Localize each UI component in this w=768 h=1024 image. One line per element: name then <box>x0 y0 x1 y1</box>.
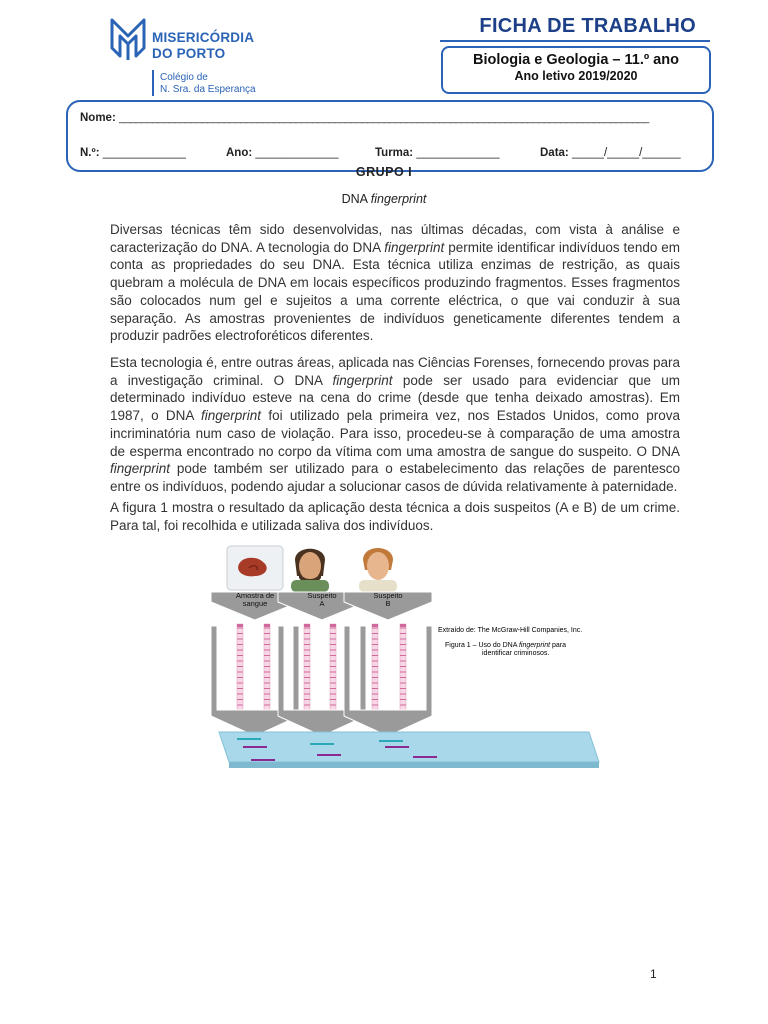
gel-band <box>237 738 261 740</box>
turma-label: Turma: <box>375 147 414 159</box>
text-run: fingerprint <box>200 408 262 424</box>
figure-source: Extraído de: The McGraw-Hill Companies, Inc. <box>438 627 583 634</box>
school-year: Ano letivo 2019/2020 <box>514 69 638 83</box>
data-blank: _____/_____/______ <box>571 147 681 159</box>
dna-strand <box>372 624 378 716</box>
gel-band <box>243 746 267 748</box>
gel-band <box>317 754 341 756</box>
paragraph-3 <box>110 499 680 534</box>
strand-cap <box>372 624 378 627</box>
figure-caption: Figura 1 – Uso do DNA fingerprint para <box>445 642 567 649</box>
numero-label: N.º: <box>80 147 100 159</box>
blood-sample-bag <box>227 546 283 590</box>
text-run: fingerprint <box>332 372 393 388</box>
suspect-b-portrait <box>359 548 397 592</box>
sample-label: sangue <box>242 599 268 608</box>
dna-strand <box>264 624 270 716</box>
strand-cap <box>237 624 243 627</box>
document-title <box>0 192 768 206</box>
strand-cap <box>264 624 270 627</box>
title-underline <box>440 40 710 42</box>
numero-blank: _____________ <box>102 147 186 159</box>
turma-field[interactable] <box>375 147 499 159</box>
electrophoresis-gel <box>219 732 599 768</box>
nome-label: Nome: <box>80 112 116 124</box>
nome-field[interactable] <box>80 112 649 124</box>
gel-band <box>385 746 409 748</box>
sample-label: Suspeito <box>373 591 403 600</box>
sample-label: Suspeito <box>307 591 337 600</box>
text-run: permite identificar indivíduos tendo em conta as propriedades do seu DNA. Esta técnica utiliza enzimas de restrição, as quais quebram a molécula de DNA em locais específicos produzindo fragmentos. Esses fragmentos são colocados num gel e sujeitos a uma corrente eléctrica, o que vai conduzir à sua separação. As amostras provenientes de indivíduos geneticamente diferentes tendem a produzir padrões electroforéticos diferentes. <box>110 239 681 344</box>
worksheet-title: FICHA DE TRABALHO <box>479 15 696 37</box>
logo-text-line1: MISERICÓRDIA <box>152 30 255 45</box>
paragraph-2 <box>110 354 680 496</box>
data-label: Data: <box>540 147 569 159</box>
dna-strand <box>304 624 310 716</box>
suspect-a-portrait <box>291 549 329 592</box>
ano-blank: _____________ <box>255 147 339 159</box>
gel-band <box>310 743 334 745</box>
gel-band <box>379 740 403 742</box>
text-run: fingerprint <box>384 239 445 255</box>
ano-label: Ano: <box>226 147 253 159</box>
dna-fingerprint-figure <box>205 540 605 790</box>
paragraph-1 <box>110 221 680 345</box>
numero-field[interactable] <box>80 147 186 159</box>
text-run: foi utilizado pela primeira vez, nos Estados Unidos, como prova incriminatória num caso de violação. Para isso, procedeu-se à comparação de uma amostra de esperma encontrado no corpo da vítima com uma amostra de sangue do suspeito. O DNA <box>110 408 680 459</box>
text-run: pode ser usado para evidenciar que um determinado indivíduo esteve na cena do crime (desde que tenha deixado amostras). Em 1987, o DNA <box>110 372 681 424</box>
text-run: Esta tecnologia é, entre outras áreas, aplicada nas Ciências Forenses, fornecendo provas para a investigação criminal. O DNA <box>110 355 680 388</box>
group-heading: GRUPO I <box>355 165 413 179</box>
sample-label: Amostra de <box>235 591 275 600</box>
gel-arrows <box>211 626 432 736</box>
data-field[interactable] <box>540 147 681 159</box>
page-number: 1 <box>650 967 657 981</box>
dna-strand <box>330 624 336 716</box>
strand-cap <box>400 624 406 627</box>
subject-line: Biologia e Geologia – 11.º ano <box>473 52 679 68</box>
turma-blank: _____________ <box>416 147 500 159</box>
text-run: pode também ser utilizado para o estabelecimento das relações de parentesco entre os indivíduos, podendo ajudar a solucionar casos de dúvida relativamente à paternidade. <box>110 461 680 494</box>
logo-sub-line1: Colégio de <box>160 72 208 83</box>
student-info-box <box>66 100 714 172</box>
gel-arrow <box>344 626 432 736</box>
subject-box <box>441 46 711 94</box>
strand-cap <box>304 624 310 627</box>
sample-label: B <box>385 599 391 608</box>
gel-band <box>413 756 437 758</box>
logo-divider <box>152 70 154 96</box>
gel-band <box>251 759 275 761</box>
title-part-a: DNA <box>341 192 371 206</box>
title-part-b: fingerprint <box>370 192 427 206</box>
text-run: Diversas técnicas têm sido desenvolvidas, nas últimas décadas, com vista à análise e caracterização do DNA. A tecnologia do DNA <box>110 222 680 255</box>
logo-sub-line2: N. Sra. da Esperança <box>160 84 256 95</box>
dna-strand <box>237 624 243 716</box>
logo-text-line2: DO PORTO <box>152 46 226 61</box>
strand-cap <box>330 624 336 627</box>
dna-columns <box>237 624 406 716</box>
nome-blank: ________________________________________________________________________________________________ <box>118 112 649 124</box>
sample-label: A <box>319 599 325 608</box>
dna-strand <box>400 624 406 716</box>
ano-field[interactable] <box>226 147 339 159</box>
text-run: A figura 1 mostra o resultado da aplicação desta técnica a dois suspeitos (A e B) de um crime. Para tal, foi recolhida e utilizada saliva dos indivíduos. <box>110 500 680 533</box>
figure-caption-line2: identificar criminosos. <box>482 650 550 657</box>
text-run: fingerprint <box>110 461 171 477</box>
